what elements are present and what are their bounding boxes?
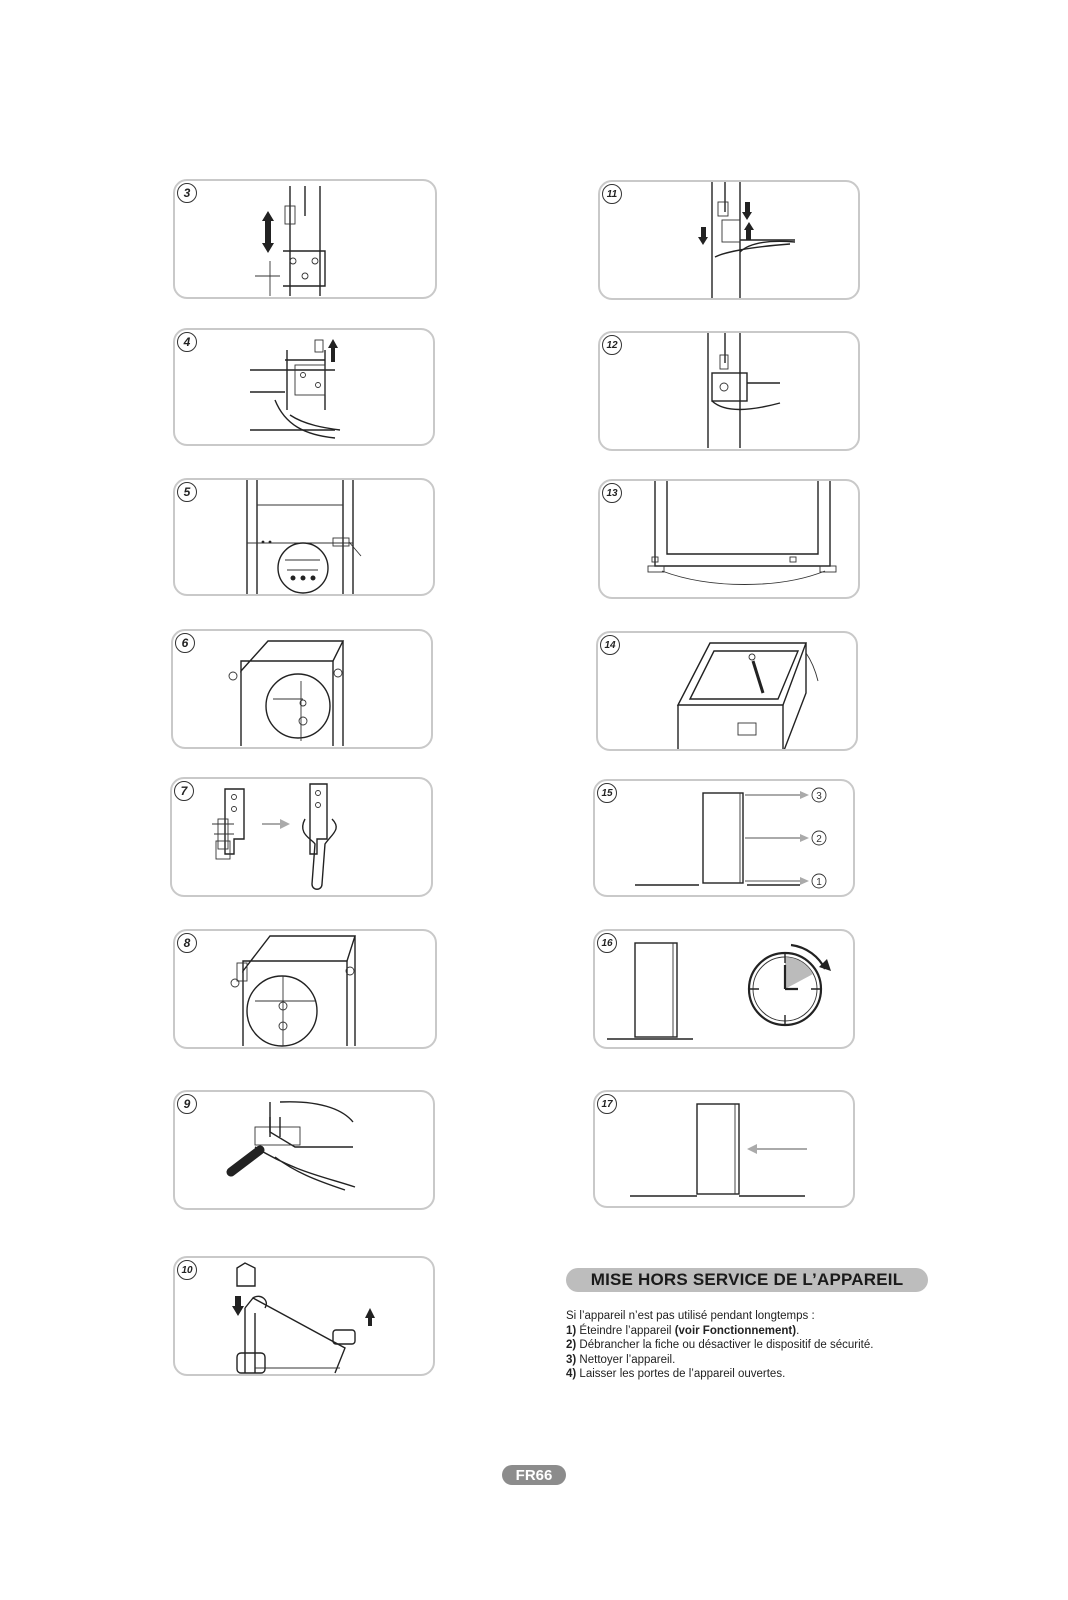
step-panel-4: [173, 328, 435, 446]
step-illustration: [175, 480, 435, 596]
step-illustration: [600, 333, 860, 451]
step-panel-8: [173, 929, 437, 1049]
step-number: 9: [177, 1094, 197, 1114]
step-number: 15: [597, 783, 617, 803]
step-panel-15: [593, 779, 855, 897]
step-panel-12: [598, 331, 860, 451]
step-illustration: [175, 1092, 435, 1210]
instruction-item: 4) Laisser les portes de l’appareil ouvertes.: [566, 1368, 786, 1380]
level-label: 1: [816, 877, 822, 888]
step-panel-10: [173, 1256, 435, 1376]
step-illustration: [172, 779, 433, 897]
step-number: 4: [177, 332, 197, 352]
step-number: 12: [602, 335, 622, 355]
step-illustration: [175, 330, 435, 446]
step-illustration: [173, 631, 433, 749]
step-illustration: [595, 931, 855, 1049]
step-number: 14: [600, 635, 620, 655]
step-panel-3: [173, 179, 437, 299]
step-panel-14: [596, 631, 858, 751]
step-number: 5: [177, 482, 197, 502]
step-number: 16: [597, 933, 617, 953]
step-illustration: [598, 633, 858, 751]
step-number: 8: [177, 933, 197, 953]
instruction-item: 3) Nettoyer l’appareil.: [566, 1353, 676, 1366]
instruction-item: 2) Débrancher la fiche ou désactiver le dispositif de sécurité.: [566, 1339, 874, 1351]
step-number: 10: [177, 1260, 197, 1280]
step-illustration: [175, 1258, 435, 1376]
step-illustration: [175, 931, 437, 1049]
step-panel-11: [598, 180, 860, 300]
step-illustration: [595, 781, 855, 897]
step-illustration: [600, 182, 860, 300]
instruction-item: 1) Éteindre l’appareil (voir Fonctionnement).: [566, 1324, 800, 1337]
step-number: 6: [175, 633, 195, 653]
step-panel-7: [170, 777, 433, 897]
step-panel-6: [171, 629, 433, 749]
step-number: 11: [602, 184, 622, 204]
intro-text: Si l’appareil n’est pas utilisé pendant longtemps :: [566, 1310, 815, 1322]
step-illustration: [595, 1092, 855, 1208]
step-illustration: [175, 181, 437, 299]
step-number: 13: [602, 483, 622, 503]
level-label: 2: [816, 834, 822, 845]
step-panel-13: [598, 479, 860, 599]
step-panel-17: [593, 1090, 855, 1208]
step-number: 7: [174, 781, 194, 801]
step-panel-16: [593, 929, 855, 1049]
instructions-text: [566, 1309, 946, 1382]
page-number-badge: FR66: [502, 1465, 566, 1485]
step-illustration: [600, 481, 860, 599]
level-label: 3: [816, 791, 822, 802]
step-number: 17: [597, 1094, 617, 1114]
step-panel-5: [173, 478, 435, 596]
step-number: 3: [177, 183, 197, 203]
step-panel-9: [173, 1090, 435, 1210]
section-title: MISE HORS SERVICE DE L’APPAREIL: [566, 1268, 928, 1292]
